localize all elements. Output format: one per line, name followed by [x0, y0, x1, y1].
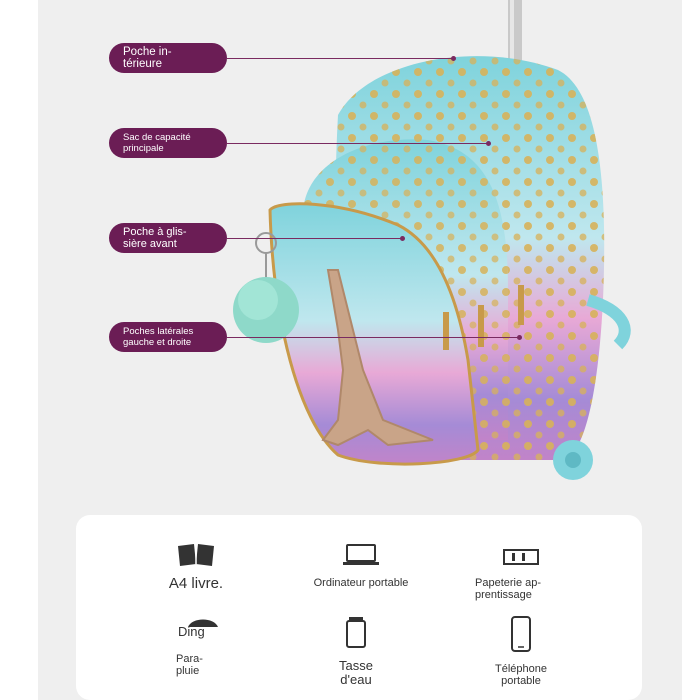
water-bottle-icon: [344, 615, 368, 649]
leader-dot: [400, 236, 405, 241]
leader-line: [227, 337, 519, 338]
leader-dot: [486, 141, 491, 146]
umbrella-icon: Ding: [156, 615, 236, 643]
backpack-image: [38, 0, 682, 515]
feature-laptop: Ordinateur portable: [301, 543, 421, 589]
feature-book: A4 livre.: [146, 540, 246, 590]
feature-stationery: Papeterie ap- prentissage: [461, 547, 581, 601]
leader-line: [227, 238, 402, 239]
leader-line: [227, 58, 453, 59]
feature-umbrella: Ding Para- pluie: [156, 615, 236, 677]
book-icon: [176, 540, 216, 568]
label-main-compartment: Sac de capacité principale: [109, 128, 227, 158]
phone-icon: [510, 615, 532, 653]
feature-phone: Téléphone portable: [486, 615, 556, 687]
leader-dot: [517, 335, 522, 340]
leader-line: [227, 143, 488, 144]
feature-water-bottle: Tasse d'eau: [326, 615, 386, 687]
label-interior-pocket: Poche in- térieure: [109, 43, 227, 73]
label-front-zip-pocket: Poche à glis- sière avant: [109, 223, 227, 253]
capacity-card: [76, 515, 642, 700]
pencil-case-icon: [502, 547, 540, 567]
label-side-pockets: Poches latérales gauche et droite: [109, 322, 227, 352]
leader-dot: [451, 56, 456, 61]
laptop-icon: [341, 543, 381, 567]
